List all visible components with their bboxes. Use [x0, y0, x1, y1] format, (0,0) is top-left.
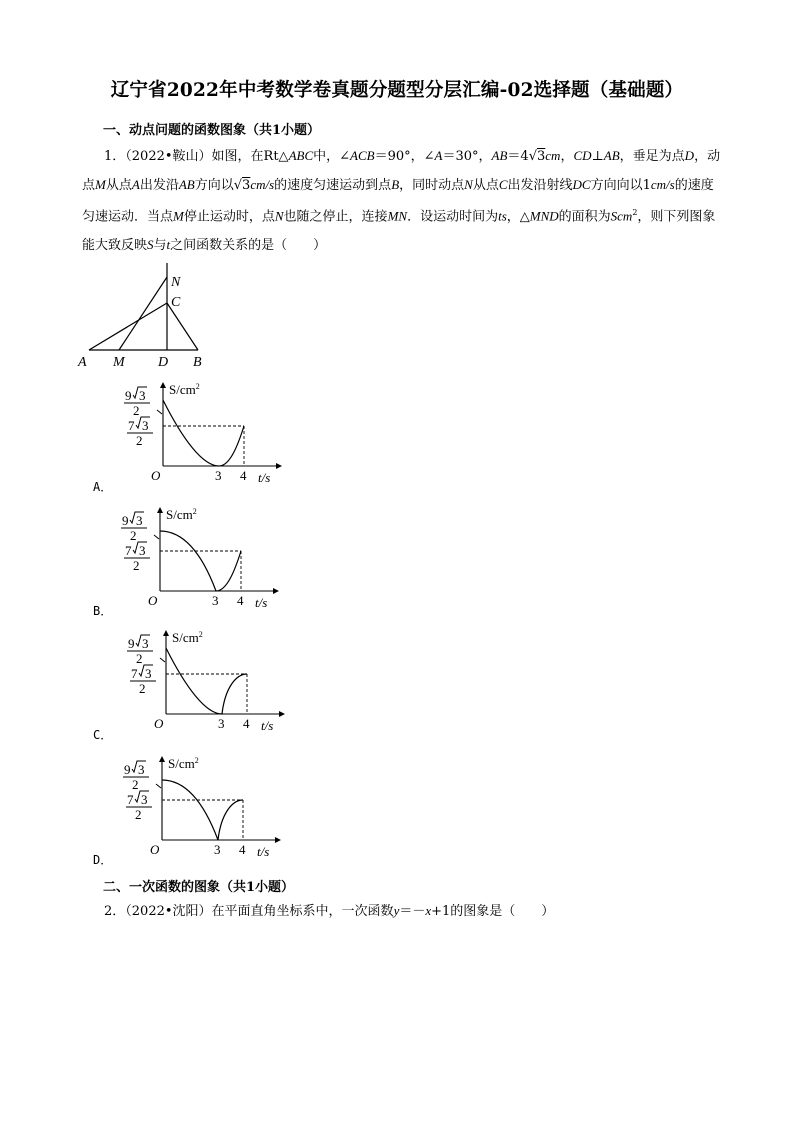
sqrt-symbol: √ [528, 149, 537, 164]
section-heading-1: 一、动点问题的函数图象（共1小题） [103, 123, 321, 138]
q-text: 的速度匀速运动．当点 [82, 177, 714, 225]
tick-label-3: 3 [212, 593, 219, 608]
q-text: 的速度匀速运动到点 [274, 177, 392, 193]
tick-label-4: 4 [239, 842, 246, 857]
label-d: D [158, 355, 169, 370]
q-var: DC [572, 176, 591, 192]
q-text: 如图，在Rt△ [211, 149, 289, 164]
x-axis-arrow [275, 837, 281, 843]
tick-label-3: 3 [218, 716, 225, 731]
function-curve [166, 648, 247, 714]
tick-label-4: 4 [240, 468, 247, 483]
question-1 [82, 142, 722, 259]
fraction-radicand: 3 [141, 792, 148, 807]
fraction-denominator: 2 [139, 681, 146, 696]
q-var: C [498, 176, 508, 192]
page-title: 辽宁省2022年中考数学卷真题分题型分层汇编-02选择题（基础题） [110, 80, 684, 101]
q-var: B [391, 176, 400, 192]
question-source: （2022•鞍山） [125, 149, 212, 164]
y-axis-label: $S/cm^2$ [172, 630, 203, 645]
y-axis-label: $S/cm^2$ [169, 382, 200, 397]
y-axis-arrow [163, 630, 169, 636]
x-axis-label: t/s [258, 470, 271, 485]
tick-label-4: 4 [237, 593, 244, 608]
q-text: ， [560, 149, 574, 164]
segment-mn [119, 277, 167, 350]
q-var: A [434, 148, 443, 163]
q-text: 方向以 [194, 177, 234, 193]
q-var: ts [498, 208, 507, 224]
q-var: MND [529, 208, 559, 224]
x-axis-label: t/s [257, 844, 270, 859]
q-text: 中，∠ [313, 149, 351, 164]
q-text: 在平面直角坐标系中，一次函数 [211, 904, 394, 919]
tick-label-4: 4 [243, 716, 250, 731]
q-unit: cm [545, 148, 561, 163]
x-axis-label: t/s [261, 718, 274, 733]
q-var: M [95, 176, 106, 192]
q-text: ，垂足为点 [619, 149, 685, 164]
q-text: ＝－ [399, 904, 426, 919]
q-var: N [464, 176, 473, 192]
option-b-label[interactable]: B． [93, 604, 113, 618]
q-var: N [274, 208, 284, 224]
y-axis-arrow [160, 382, 166, 388]
fraction-coefficient: 7 [128, 418, 135, 433]
fraction-denominator: 2 [133, 403, 140, 418]
sqrt-radicand: 3 [242, 177, 251, 193]
q-var: AB [178, 176, 195, 192]
fraction-coefficient: 9 [128, 636, 135, 651]
question-2 [82, 897, 722, 926]
fraction-radicand: 3 [138, 762, 145, 777]
question-number: 1． [104, 149, 126, 164]
q-unit: cm/s [650, 176, 675, 192]
tick-label-3: 3 [215, 468, 222, 483]
segment-cb [167, 303, 198, 350]
sqrt-symbol: √ [233, 177, 243, 193]
q-var: MN [387, 208, 408, 224]
fraction-radicand: 3 [142, 418, 149, 433]
q-var: t [166, 236, 171, 252]
q-text: 从点 [105, 177, 132, 193]
q-text: 停止运动时，点 [183, 209, 275, 225]
q-text: 与 [153, 237, 167, 253]
fraction-denominator: 2 [132, 777, 139, 792]
y-axis-arrow [159, 756, 165, 762]
geometry-figure [70, 255, 230, 375]
label-a: A [78, 355, 87, 370]
fraction-denominator: 2 [136, 651, 143, 666]
pointer-arrow [160, 658, 165, 662]
pointer-arrow [154, 535, 159, 539]
label-n: N [171, 275, 181, 290]
origin-label: O [151, 468, 161, 483]
pointer-arrow [156, 784, 161, 788]
x-axis-label: t/s [255, 595, 268, 610]
q-text: ，同时动点 [399, 177, 465, 193]
fraction-coefficient: 7 [127, 792, 134, 807]
fraction-coefficient: 9 [122, 513, 129, 528]
fraction-radicand: 3 [139, 543, 146, 558]
x-axis-arrow [276, 463, 282, 469]
q-text: ＝90°，∠ [374, 149, 435, 164]
option-c-label[interactable]: C． [93, 728, 113, 742]
q-var: A [131, 176, 140, 192]
segment-ac [89, 303, 167, 350]
q-text: 出发沿 [139, 177, 179, 193]
fraction-radicand: 3 [142, 636, 149, 651]
q-text: ．设运动时间为 [407, 209, 499, 225]
q-text: ，△ [506, 209, 530, 225]
y-axis-label: $S/cm^2$ [166, 507, 197, 522]
x-axis-arrow [279, 711, 285, 717]
q-text: +1的图象是（ ） [431, 904, 555, 919]
q-var: y [393, 903, 400, 918]
x-axis-arrow [273, 588, 279, 594]
fraction-denominator: 2 [133, 558, 140, 573]
y-axis-arrow [157, 507, 163, 513]
q-var: CD [573, 148, 592, 163]
fraction-coefficient: 9 [124, 762, 131, 777]
fraction-denominator: 2 [130, 528, 137, 543]
q-text: 之间函数关系的是（ ） [170, 237, 327, 253]
q-var: ACB [350, 148, 375, 163]
origin-label: O [154, 716, 164, 731]
fraction-denominator: 2 [136, 433, 143, 448]
q-var: AB [491, 148, 508, 163]
option-d-graph [117, 754, 292, 862]
pointer-arrow [157, 410, 162, 414]
option-a-graph [118, 380, 293, 488]
question-number: 2． [104, 904, 126, 919]
q-sup: 2 [632, 208, 638, 217]
label-b: B [193, 355, 202, 370]
q-var: AB [603, 148, 620, 163]
fraction-radicand: 3 [145, 666, 152, 681]
fraction-denominator: 2 [135, 807, 142, 822]
q-var: ABC [288, 148, 314, 163]
option-a-label[interactable]: A． [93, 480, 113, 494]
origin-label: O [148, 593, 158, 608]
q-unit: Scm [610, 208, 633, 224]
option-b-graph [115, 505, 290, 613]
q-text: 也随之停止，连接 [283, 209, 388, 225]
q-unit: cm/s [250, 176, 275, 192]
function-curve [163, 400, 244, 466]
q-text: ⊥ [591, 149, 604, 164]
q-text: 方向向以1 [590, 177, 651, 193]
sqrt-radicand: 3 [537, 149, 546, 164]
label-m: M [113, 355, 125, 370]
option-d-label[interactable]: D． [93, 853, 113, 867]
q-var: M [173, 208, 184, 224]
fraction-coefficient: 7 [125, 543, 132, 558]
fraction-coefficient: 9 [125, 388, 132, 403]
q-text: ＝30°， [442, 149, 492, 164]
q-text: ＝4 [507, 149, 529, 164]
y-axis-label: $S/cm^2$ [168, 756, 199, 771]
fraction-coefficient: 7 [131, 666, 138, 681]
function-curve [162, 780, 243, 840]
q-text: ，动点 [82, 149, 721, 193]
section-heading-2: 二、一次函数的图象（共1小题） [103, 880, 295, 895]
q-text: 从点 [472, 177, 499, 193]
tick-label-3: 3 [214, 842, 221, 857]
q-text: ，则下列图象能大致反映 [82, 209, 716, 253]
function-curve [160, 531, 241, 591]
q-var: S [147, 236, 154, 252]
q-text: 出发沿射线 [507, 177, 573, 193]
label-c: C [171, 295, 181, 310]
q-var: D [684, 148, 695, 163]
fraction-radicand: 3 [139, 388, 146, 403]
q-var: x [425, 903, 432, 918]
origin-label: O [150, 842, 160, 857]
question-source: （2022•沈阳） [125, 904, 212, 919]
option-c-graph [121, 628, 296, 736]
fraction-radicand: 3 [136, 513, 143, 528]
q-text: 的面积为 [558, 209, 611, 225]
